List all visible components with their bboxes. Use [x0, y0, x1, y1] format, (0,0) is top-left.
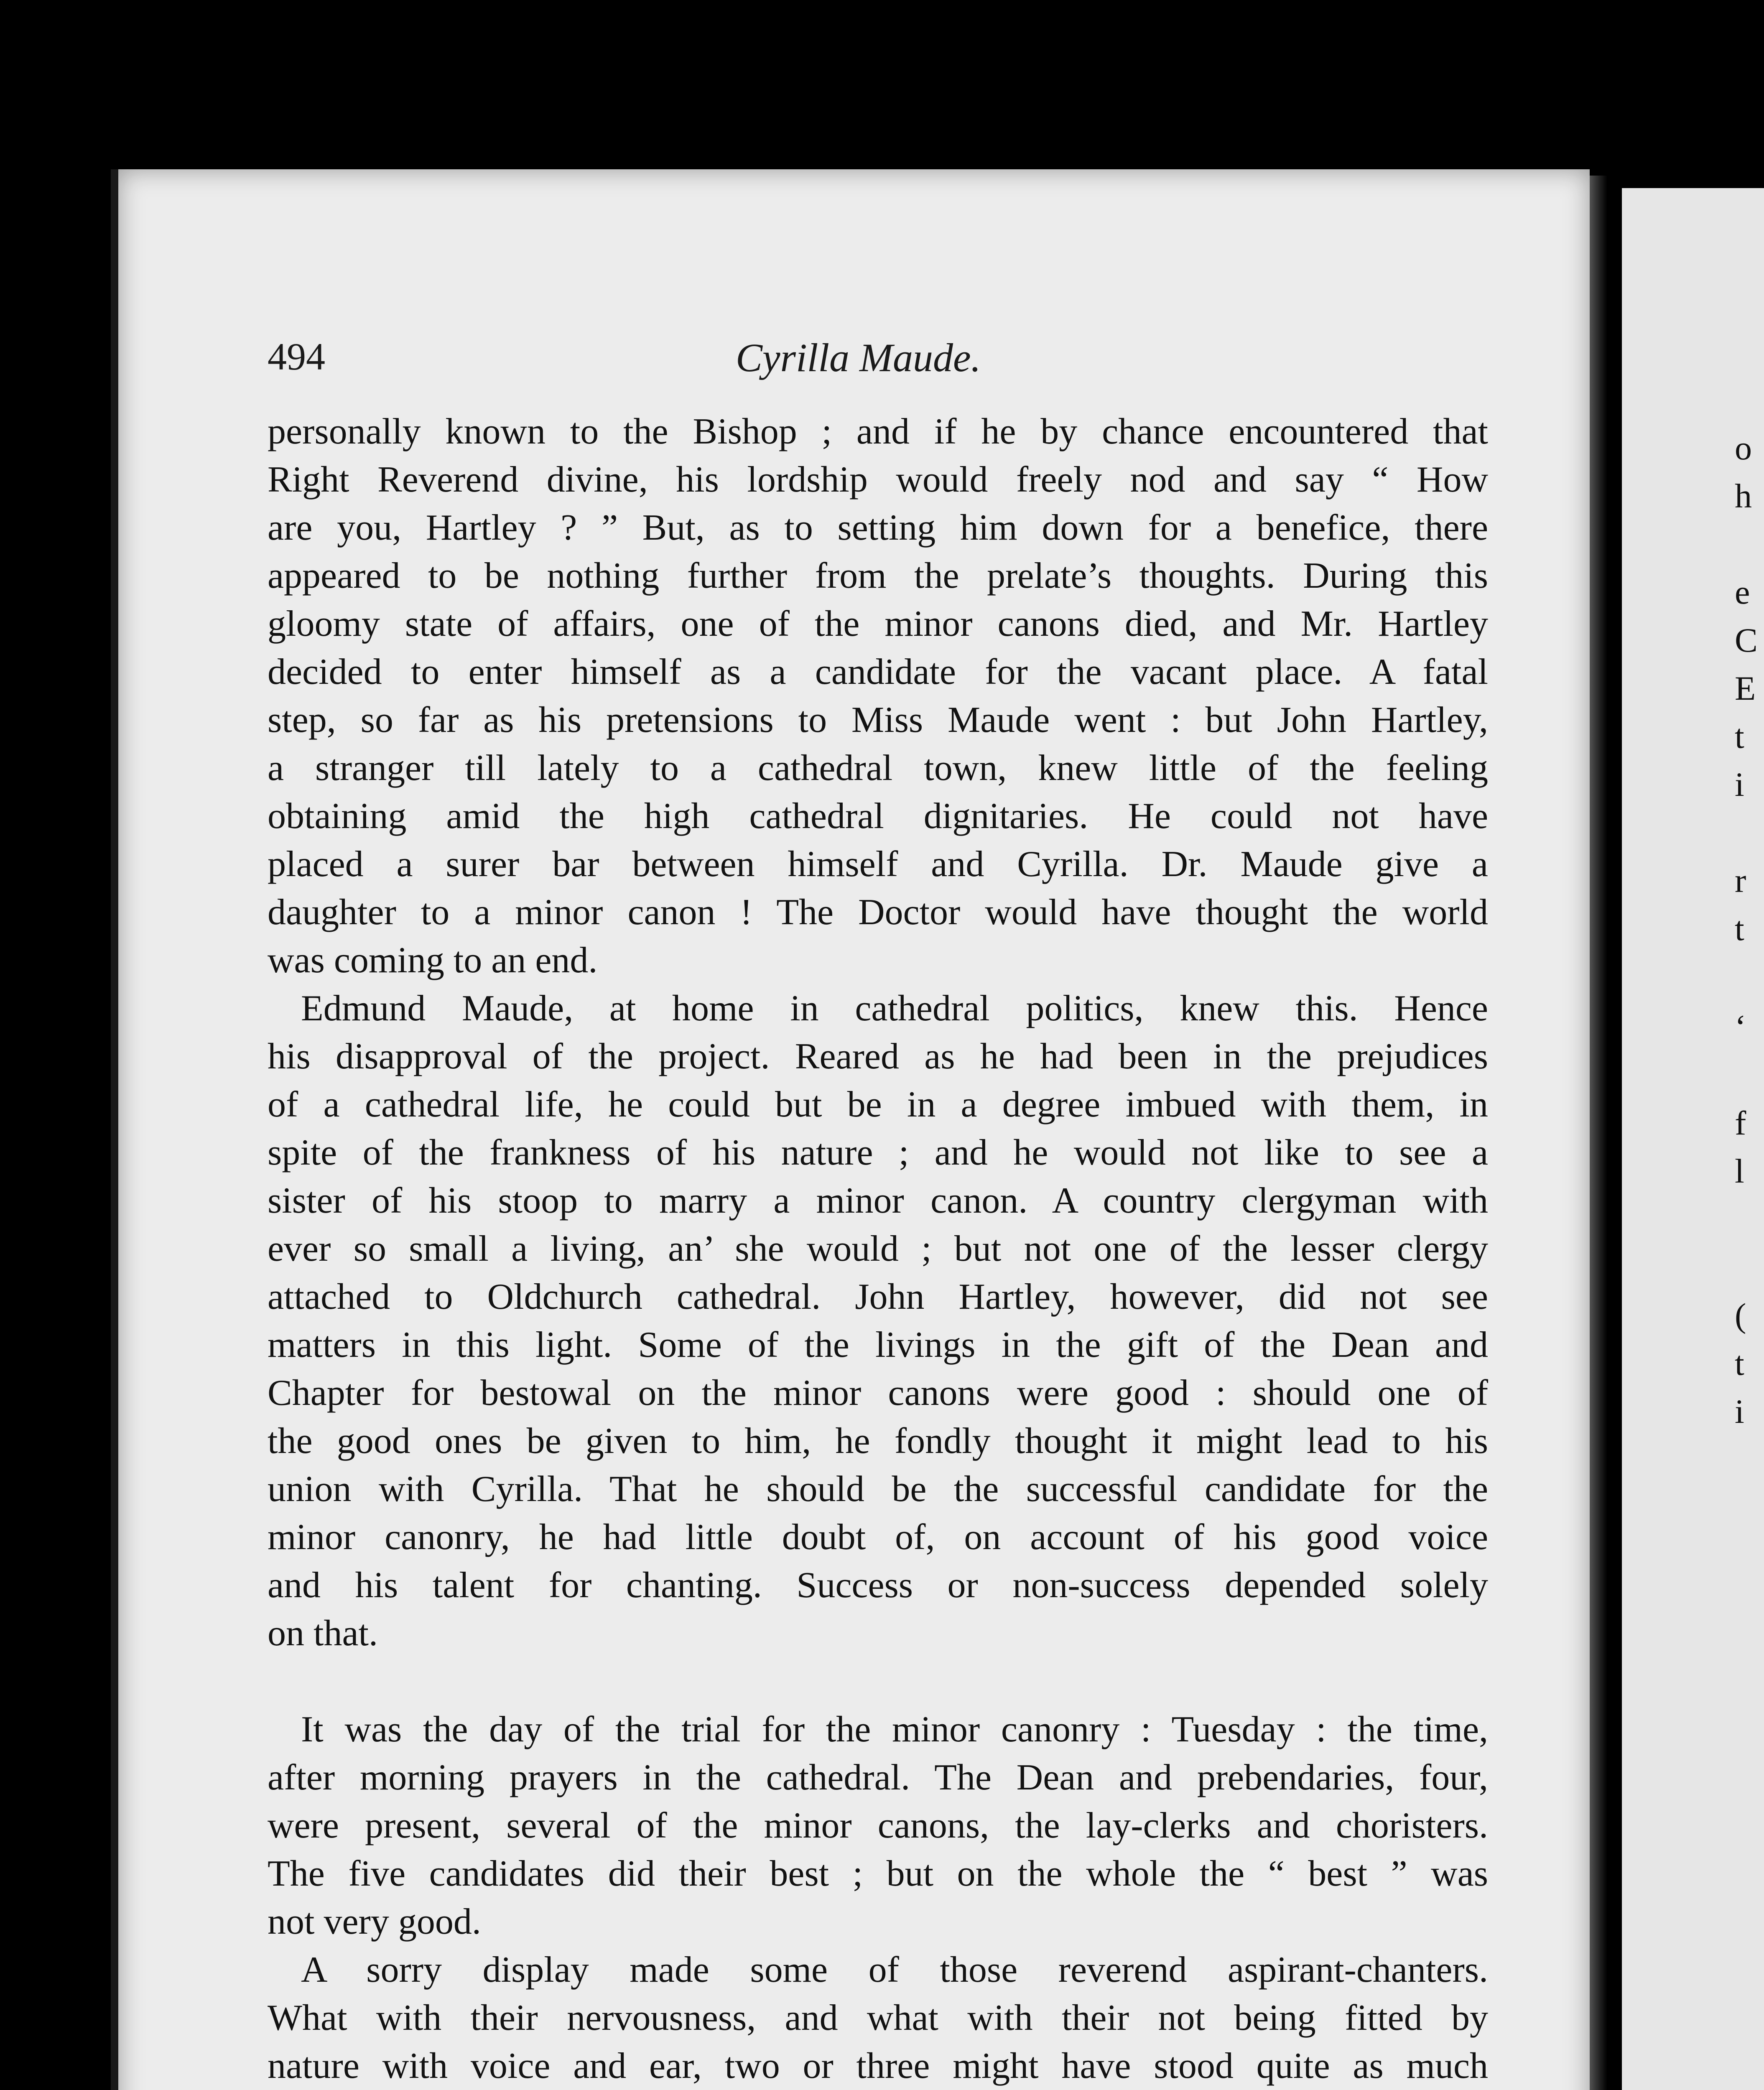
adjacent-page-letter: ‘: [1735, 1008, 1746, 1046]
text-line: on that.: [268, 1613, 378, 1654]
text-line: after morning prayers in the cathedral. The Dean and prebendaries, four,: [268, 1757, 1488, 1798]
text-line: union with Cyrilla. That he should be the successful candidate for the: [268, 1469, 1488, 1509]
adjacent-page-letter: o: [1735, 429, 1752, 467]
adjacent-page-letter: E: [1735, 669, 1756, 707]
section-break: [268, 1657, 1488, 1705]
text-line: attached to Oldchurch cathedral. John Hartley, however, did not see: [268, 1277, 1488, 1317]
adjacent-page-letter: t: [1735, 1344, 1744, 1382]
text-line: What with their nervousness, and what with their not being fitted by: [268, 1998, 1488, 2038]
text-line: was coming to an end.: [268, 940, 598, 981]
text-line: Edmund Maude, at home in cathedral politics, knew this. Hence: [301, 988, 1488, 1029]
text-line: a stranger till lately to a cathedral town, knew little of the feeling: [268, 748, 1488, 788]
adjacent-page-letter: t: [1735, 910, 1744, 948]
adjacent-page-letter: r: [1735, 861, 1746, 900]
paragraph: [268, 984, 1488, 1657]
text-line: obtaining amid the high cathedral dignitaries. He could not have: [268, 796, 1488, 836]
text-line: nature with voice and ear, two or three might have stood quite as much: [268, 2046, 1488, 2086]
body-text: [268, 408, 1488, 2090]
page-header: [268, 334, 1488, 385]
text-line: decided to enter himself as a candidate for the vacant place. A fatal: [268, 652, 1488, 692]
text-line: ever so small a living, an’ she would ; but not one of the lesser clergy: [268, 1229, 1488, 1269]
text-line: Chapter for bestowal on the minor canons were good : should one of: [268, 1373, 1488, 1413]
text-line: minor canonry, he had little doubt of, on account of his good voice: [268, 1517, 1488, 1557]
adjacent-page-fragment: [1622, 188, 1764, 2090]
adjacent-page-letter: (: [1735, 1296, 1746, 1334]
text-line: the good ones be given to him, he fondly thought it might lead to his: [268, 1421, 1488, 1461]
paragraph: [268, 408, 1488, 984]
text-line: were present, several of the minor canons, the lay-clerks and choristers.: [268, 1805, 1488, 1846]
text-line: appeared to be nothing further from the prelate’s thoughts. During this: [268, 556, 1488, 596]
adjacent-page-letter: h: [1735, 477, 1752, 515]
text-line: placed a surer bar between himself and Cyrilla. Dr. Maude give a: [268, 844, 1488, 884]
text-line: daughter to a minor canon ! The Doctor would have thought the world: [268, 892, 1488, 933]
text-line: A sorry display made some of those reverend aspirant-chanters.: [301, 1950, 1488, 1990]
text-line: sister of his stoop to marry a minor canon. A country clergyman with: [268, 1180, 1488, 1221]
adjacent-page-letter: t: [1735, 717, 1744, 755]
text-line: It was the day of the trial for the minor canonry : Tuesday : the time,: [301, 1709, 1488, 1750]
adjacent-page-letter: f: [1735, 1104, 1746, 1142]
running-title: Cyrilla Maude.: [736, 335, 981, 380]
page-number: 494: [268, 335, 325, 378]
adjacent-page-letter: i: [1735, 765, 1744, 803]
adjacent-page-letter: C: [1735, 621, 1758, 659]
text-line: not very good.: [268, 1901, 481, 1942]
text-line: matters in this light. Some of the livings in the gift of the Dean and: [268, 1325, 1488, 1365]
text-line: his disapproval of the project. Reared as he had been in the prejudices: [268, 1036, 1488, 1077]
adjacent-page-letter: e: [1735, 573, 1750, 611]
text-line: Right Reverend divine, his lordship would freely nod and say “ How: [268, 459, 1488, 500]
text-line: gloomy state of affairs, one of the minor canons died, and Mr. Hartley: [268, 604, 1488, 644]
paragraph: [268, 1946, 1488, 2090]
text-line: The five candidates did their best ; but on the whole the “ best ” was: [268, 1853, 1488, 1894]
adjacent-page-letter: i: [1735, 1392, 1744, 1430]
text-line: of a cathedral life, he could but be in a degree imbued with them, in: [268, 1084, 1488, 1125]
text-line: are you, Hartley ? ” But, as to setting him down for a benefice, there: [268, 507, 1488, 548]
text-line: spite of the frankness of his nature ; and he would not like to see a: [268, 1132, 1488, 1173]
text-line: step, so far as his pretensions to Miss Maude went : but John Hartley,: [268, 700, 1488, 740]
adjacent-page-letter: l: [1735, 1152, 1744, 1190]
text-line: personally known to the Bishop ; and if he by chance encountered that: [268, 411, 1488, 452]
paragraph: [268, 1705, 1488, 1946]
text-line: and his talent for chanting. Success or non-success depended solely: [268, 1565, 1488, 1606]
